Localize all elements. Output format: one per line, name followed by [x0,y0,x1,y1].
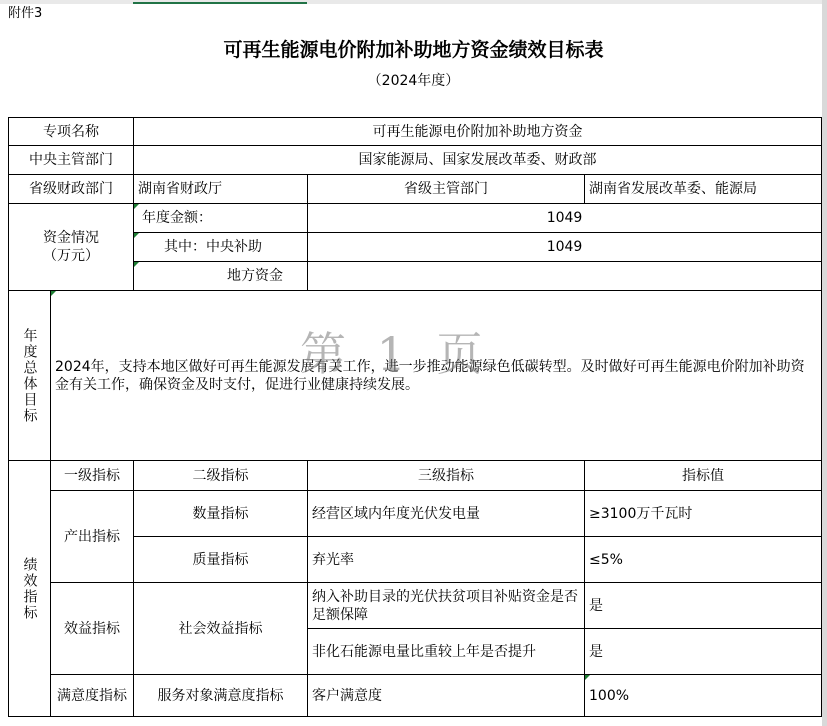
prov-finance-label: 省级财政部门 [9,175,134,204]
column-header-band [0,0,827,4]
project-name-value[interactable]: 可再生能源电价附加补助地方资金 [134,118,822,146]
service-satisfaction-label: 服务对象满意度指标 [134,675,308,717]
social-benefit-label: 社会效益指标 [134,583,308,675]
social-benefit-item-1[interactable]: 纳入补助目录的光伏扶贫项目补贴资金是否足额保障 [308,583,585,629]
selection-indicator [133,2,307,4]
quantity-indicator-label: 数量指标 [134,491,308,537]
central-dept-label: 中央主管部门 [9,146,134,175]
header-level1: 一级指标 [51,461,134,491]
annual-amount-label: 年度金额： [134,204,308,233]
header-value: 指标值 [585,461,822,491]
satisfaction-item[interactable]: 客户满意度 [308,675,585,717]
year-subtitle: （2024年度） [367,73,460,89]
quantity-indicator-item[interactable]: 经营区域内年度光伏发电量 [308,491,585,537]
performance-table [8,117,822,717]
right-edge [822,0,827,726]
prov-finance-value[interactable]: 湖南省财政厅 [134,175,308,204]
social-benefit-value-1[interactable]: 是 [585,583,822,629]
social-benefit-item-2[interactable]: 非化石能源电量比重较上年是否提升 [308,629,585,675]
quality-indicator-label: 质量指标 [134,537,308,583]
annual-goal-text[interactable]: 2024年，支持本地区做好可再生能源发展有关工作，进一步推动能源绿色低碳转型。及时做好可再生能源电价附加补助资金有关工作，确保资金及时支付，促进行业健康持续发展。 [51,291,822,461]
output-indicator-label: 产出指标 [51,491,134,583]
indicators-label-cell [9,461,51,717]
project-name-label: 专项名称 [9,118,134,146]
annual-amount-value[interactable]: 1049 [308,204,822,233]
funds-label: 资金情况 （万元） [9,204,134,291]
header-level3: 三级指标 [308,461,585,491]
central-subsidy-label: 其中：中央补助 [134,233,308,262]
quality-indicator-value[interactable]: ≤5% [585,537,822,583]
prov-dept-value[interactable]: 湖南省发展改革委、能源局 [585,175,822,204]
attachment-label: 附件3 [8,6,43,21]
local-funds-label: 地方资金 [134,262,308,291]
satisfaction-value[interactable]: 100% [585,675,822,717]
quality-indicator-item[interactable]: 弃光率 [308,537,585,583]
prov-dept-label: 省级主管部门 [308,175,585,204]
page-title: 可再生能源电价附加补助地方资金绩效目标表 [223,39,604,61]
satisfaction-indicator-label: 满意度指标 [51,675,134,717]
central-dept-value[interactable]: 国家能源局、国家发展改革委、财政部 [134,146,822,175]
local-funds-value[interactable] [308,262,822,291]
central-subsidy-value[interactable]: 1049 [308,233,822,262]
social-benefit-value-2[interactable]: 是 [585,629,822,675]
page-watermark: 第 1 页 [300,327,491,381]
annual-goal-label: 年度总体目标 [21,327,38,424]
header-level2: 二级指标 [134,461,308,491]
quantity-indicator-value[interactable]: ≥3100万千瓦时 [585,491,822,537]
benefit-indicator-label: 效益指标 [51,583,134,675]
annual-goal-label-cell [9,291,51,461]
indicators-label: 绩效指标 [21,556,38,621]
